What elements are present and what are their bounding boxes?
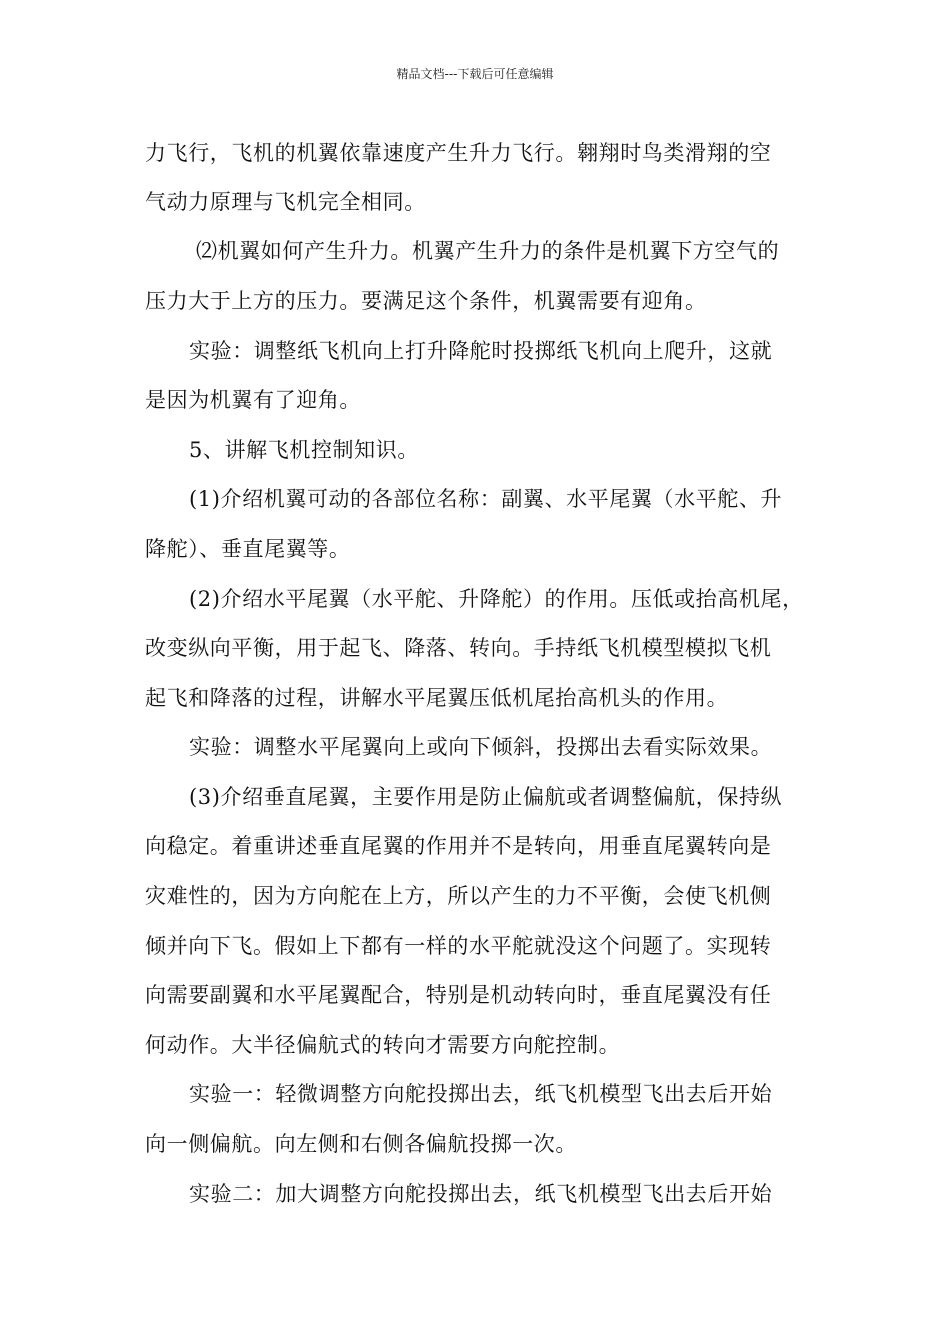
text-line: 降舵）、垂直尾翼等。 xyxy=(145,537,351,561)
text-line: 改变纵向平衡，用于起飞、降落、转向。手持纸飞机模型模拟飞机 xyxy=(145,636,772,660)
text-line: 灾难性的，因为方向舵在上方，所以产生的力不平衡，会使飞机侧 xyxy=(145,884,772,908)
page-header: 精品文档---下载后可任意编辑 xyxy=(396,67,554,81)
text-line: (2)介绍水平尾翼（水平舵、升降舵）的作用。压低或抬高机尾， xyxy=(189,587,804,611)
text-line: (1)介绍机翼可动的各部位名称：副翼、水平尾翼（水平舵、升 xyxy=(189,487,783,511)
text-line: 倾并向下飞。假如上下都有一样的水平舵就没这个问题了。实现转 xyxy=(145,934,772,958)
text-line: 起飞和降落的过程，讲解水平尾翼压低机尾抬高机头的作用。 xyxy=(145,686,729,710)
section-heading: 5、讲解飞机控制知识。 xyxy=(189,438,419,462)
text-line: 实验：调整纸飞机向上打升降舵时投掷纸飞机向上爬升，这就 xyxy=(189,339,773,363)
text-line: 实验二：加大调整方向舵投掷出去，纸飞机模型飞出去后开始 xyxy=(189,1182,773,1206)
text-line: 何动作。大半径偏航式的转向才需要方向舵控制。 xyxy=(145,1033,621,1057)
text-line: 压力大于上方的压力。要满足这个条件，机翼需要有迎角。 xyxy=(145,289,707,313)
text-line: 向一侧偏航。向左侧和右侧各偏航投掷一次。 xyxy=(145,1132,577,1156)
text-line: 实验一：轻微调整方向舵投掷出去，纸飞机模型飞出去后开始 xyxy=(189,1082,773,1106)
text-line: 是因为机翼有了迎角。 xyxy=(145,388,361,412)
text-line: 实验：调整水平尾翼向上或向下倾斜，投掷出去看实际效果。 xyxy=(189,735,773,759)
text-line: 力飞行，飞机的机翼依靠速度产生升力飞行。翱翔时鸟类滑翔的空 xyxy=(145,141,772,165)
text-line: ⑵机翼如何产生升力。机翼产生升力的条件是机翼下方空气的 xyxy=(196,239,780,263)
text-line: 气动力原理与飞机完全相同。 xyxy=(145,190,426,214)
text-line: (3)介绍垂直尾翼，主要作用是防止偏航或者调整偏航，保持纵 xyxy=(189,785,783,809)
text-line: 向稳定。着重讲述垂直尾翼的作用并不是转向，用垂直尾翼转向是 xyxy=(145,834,772,858)
text-line: 向需要副翼和水平尾翼配合，特别是机动转向时，垂直尾翼没有任 xyxy=(145,983,772,1007)
